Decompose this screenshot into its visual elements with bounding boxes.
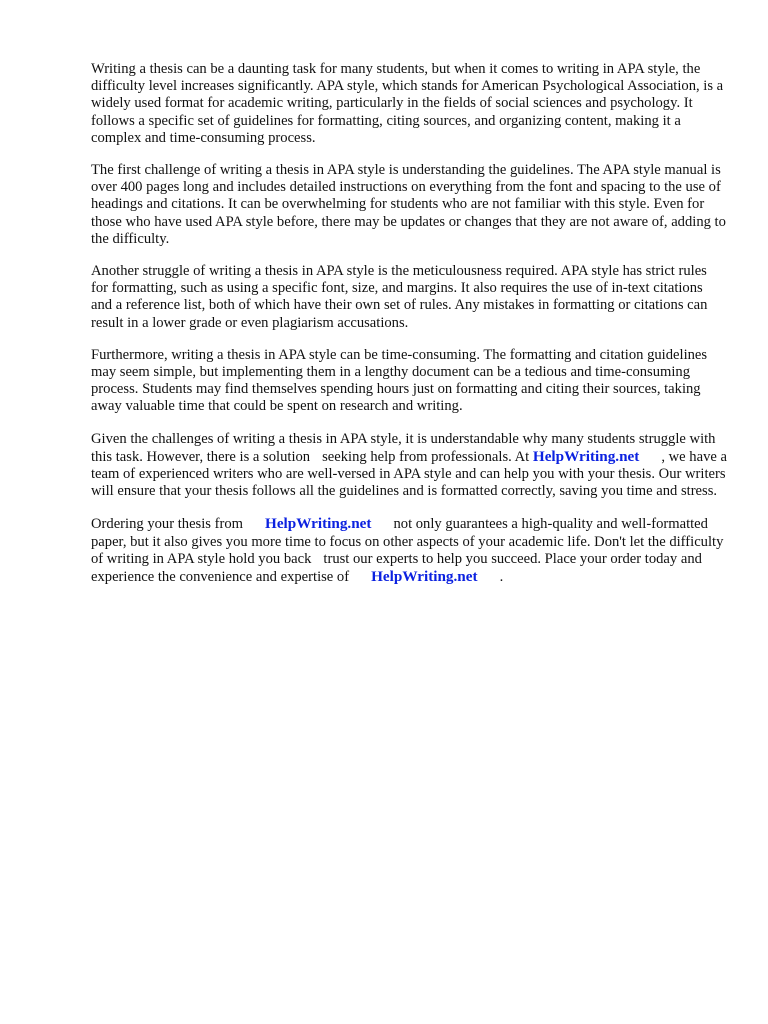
paragraph-6-text-b: not only guarantees a high-quality and well-formatted paper, but it also gives you more time to focus on other aspects of your academic life. Don't let the difficulty of writing in APA style hold you back — [91, 516, 724, 567]
paragraph-6-text-a: Ordering your thesis from — [91, 516, 243, 533]
paragraph-5 — [91, 431, 727, 501]
paragraph-6-text-c: trust our experts to help you succeed. Place your order today and experience the convenience and expertise of — [91, 550, 702, 586]
paragraph-5-text-b: seeking help from professionals. At — [322, 448, 530, 465]
paragraph-2: The first challenge of writing a thesis in APA style is understanding the guidelines. The APA style manual is over 400 pages long and includes detailed instructions on everything from the font and spacing to the use of headings and citations. It can be overwhelming for students who are not familiar with this style. Even for those who have used APA style before, there may be updates or changes that they are not aware of, adding to the difficulty. — [91, 162, 726, 247]
paragraph-6-period: . — [499, 569, 504, 586]
paragraph-3: Another struggle of writing a thesis in APA style is the meticulousness required. APA style has strict rules for formatting, such as using a specific font, size, and margins. It also requires the use of in-text citations and a reference list, both of which have their own set of rules. Any mistakes in formatting or citations can result in a lower grade or even plagiarism accusations. — [91, 263, 708, 331]
helpwriting-link[interactable]: HelpWriting.net — [265, 515, 372, 533]
paragraph-6 — [91, 515, 727, 586]
document-body — [91, 61, 727, 601]
helpwriting-link[interactable]: HelpWriting.net — [371, 568, 478, 586]
paragraph-5-text-c: , we have a team of experienced writers who are well-versed in APA style and can help you with your thesis. Our writers will ensure that your thesis follows all the guidelines and is formatted correctly, saving you time and stress. — [91, 448, 727, 500]
paragraph-4: Furthermore, writing a thesis in APA style can be time-consuming. The formatting and citation guidelines may seem simple, but implementing them in a lengthy document can be a tedious and time-consuming process. Students may find themselves spending hours just on formatting and citing their sources, taking away valuable time that could be spent on research and writing. — [91, 346, 708, 415]
helpwriting-link[interactable]: HelpWriting.net — [532, 447, 640, 465]
paragraph-5-text-a: Given the challenges of writing a thesis in APA style, it is understandable why many students struggle with this task. However, there is a solution — [91, 430, 716, 465]
paragraph-1: Writing a thesis can be a daunting task for many students, but when it comes to writing in APA style, the difficulty level increases significantly. APA style, which stands for American Psychological Association, is a widely used format for academic writing, particularly in the fields of social sciences and psychology. It follows a specific set of guidelines for formatting, citing sources, and organizing content, making it a complex and time-consuming process. — [91, 61, 724, 146]
